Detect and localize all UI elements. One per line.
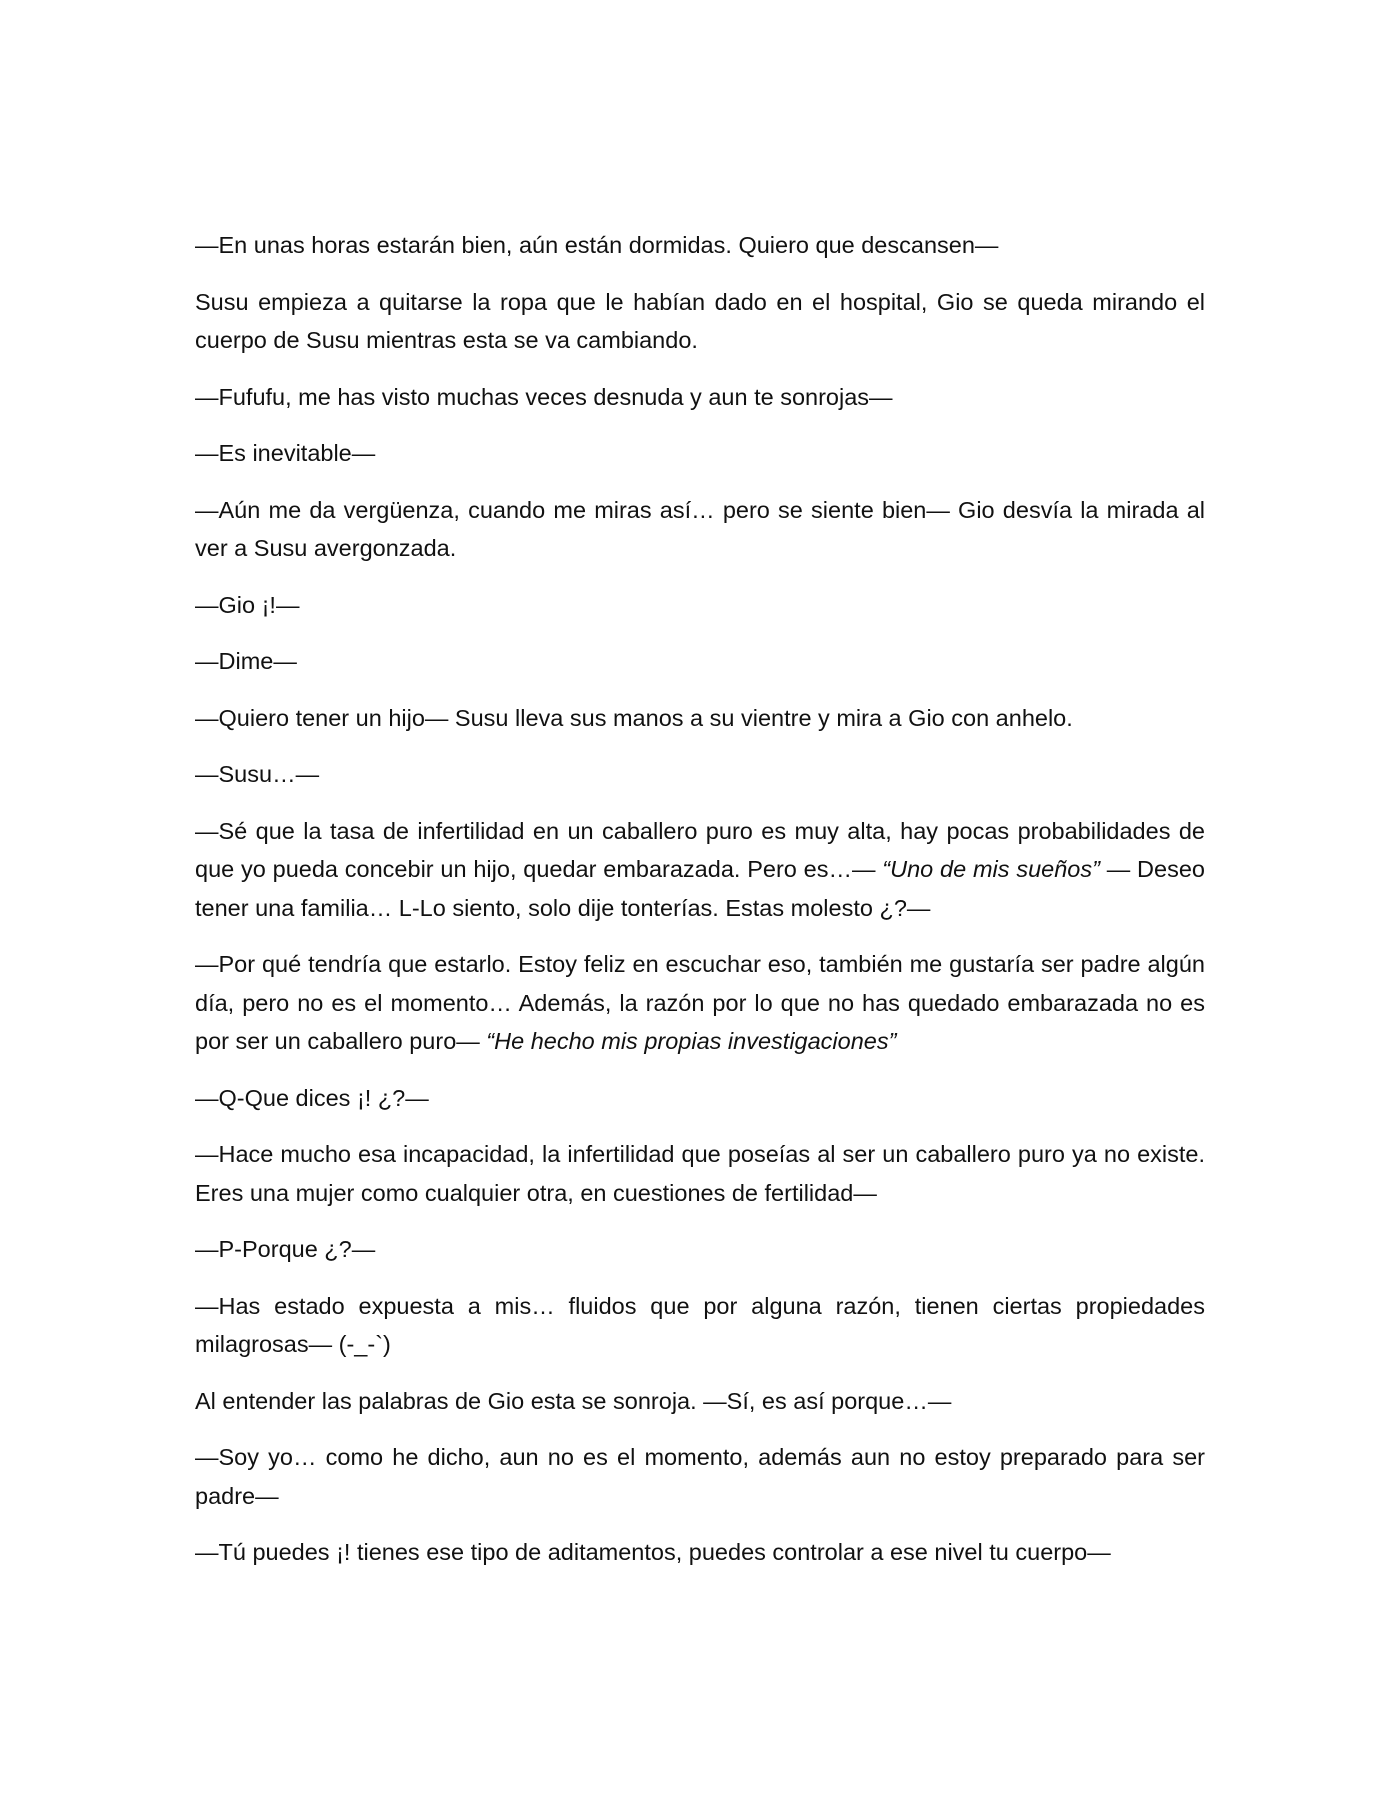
text-segment: —Dime— <box>195 648 297 674</box>
paragraph <box>195 812 1205 928</box>
text-segment: Al entender las palabras de Gio esta se sonroja. —Sí, es así porque…— <box>195 1387 952 1414</box>
text-segment: —Por qué tendría que estarlo. Estoy feliz en escuchar eso, también me gustaría ser padre algún día, pero no es el momento… Además, la razón por lo que no has quedado embarazada no es por ser un caballero puro— <box>195 951 1205 1054</box>
text-segment: —Hace mucho esa incapacidad, la infertilidad que poseías al ser un caballero puro ya no existe. Eres una mujer como cualquier otra, en cuestiones de fertilidad— <box>195 1141 1205 1206</box>
document-page <box>195 226 1205 1590</box>
paragraph <box>195 1287 1205 1364</box>
paragraph <box>195 491 1205 568</box>
paragraph <box>195 1533 1205 1572</box>
text-segment: —Es inevitable— <box>195 440 376 466</box>
text-segment: —Q-Que dices ¡! ¿?— <box>195 1084 429 1111</box>
text-segment: —Sé que la tasa de infertilidad en un caballero puro es muy alta, hay pocas probabilidades de que yo pueda concebir un hijo, quedar embarazada. Pero es…— <box>195 817 1205 882</box>
text-segment: —Has estado expuesta a mis… fluidos que por alguna razón, tienen ciertas propiedades milagrosas— (-_-`) <box>195 1292 1205 1357</box>
text-segment: —Fufufu, me has visto muchas veces desnuda y aun te sonrojas— <box>195 383 893 410</box>
paragraph <box>195 378 1205 417</box>
text-segment: —Aún me da vergüenza, cuando me miras así… pero se siente bien— Gio desvía la mirada al ver a Susu avergonzada. <box>195 496 1205 561</box>
text-segment: — Deseo tener una familia… L-Lo siento, solo dije tonterías. Estas molesto ¿?— <box>195 856 1205 921</box>
paragraph <box>195 283 1205 360</box>
paragraph <box>195 1438 1205 1515</box>
text-segment: —P-Porque ¿?— <box>195 1236 376 1262</box>
text-segment: —Soy yo… como he dicho, aun no es el momento, además aun no estoy preparado para ser padre— <box>195 1444 1205 1509</box>
paragraph <box>195 699 1205 738</box>
paragraph <box>195 755 1205 794</box>
paragraph <box>195 1135 1205 1212</box>
text-segment: —En unas horas estarán bien, aún están dormidas. Quiero que descansen— <box>195 232 999 258</box>
italic-quote: “Uno de mis sueños” <box>882 856 1100 882</box>
paragraph <box>195 586 1205 625</box>
text-segment: —Tú puedes ¡! tienes ese tipo de aditamentos, puedes controlar a ese nivel tu cuerpo— <box>195 1539 1111 1565</box>
paragraph <box>195 226 1205 265</box>
italic-quote: “He hecho mis propias investigaciones” <box>486 1028 897 1054</box>
text-segment: —Gio ¡!— <box>195 591 300 618</box>
text-segment: Susu empieza a quitarse la ropa que le habían dado en el hospital, Gio se queda mirando el cuerpo de Susu mientras esta se va cambiando. <box>195 288 1205 353</box>
text-segment: —Susu…— <box>195 761 320 787</box>
paragraph <box>195 642 1205 681</box>
text-segment: —Quiero tener un hijo— Susu lleva sus manos a su vientre y mira a Gio con anhelo. <box>195 704 1073 731</box>
paragraph <box>195 1382 1205 1421</box>
paragraph <box>195 434 1205 473</box>
paragraph <box>195 945 1205 1061</box>
paragraph <box>195 1230 1205 1269</box>
paragraph <box>195 1079 1205 1118</box>
